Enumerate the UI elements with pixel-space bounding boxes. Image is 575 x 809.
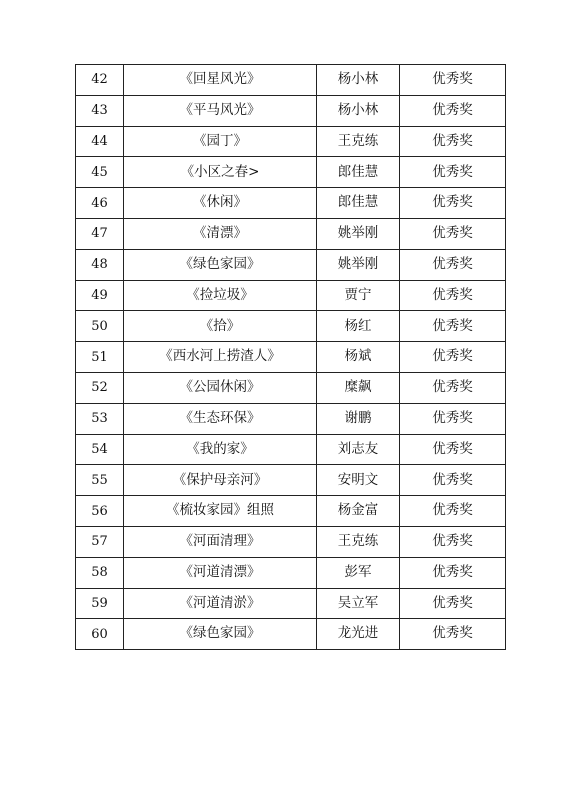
award-level: 优秀奖 [400,526,506,557]
award-level: 优秀奖 [400,619,506,650]
work-title: 《捡垃圾》 [124,280,317,311]
author-name: 杨金富 [317,496,400,527]
row-number: 55 [76,465,124,496]
author-name: 杨小林 [317,65,400,96]
table-row [76,619,506,650]
award-level: 优秀奖 [400,249,506,280]
author-name: 郎佳慧 [317,157,400,188]
work-title: 《绿色家园》 [124,249,317,280]
table-row [76,403,506,434]
table-row [76,342,506,373]
work-title: 《清漂》 [124,218,317,249]
table-row [76,218,506,249]
table-row [76,557,506,588]
work-title: 《西水河上捞渣人》 [124,342,317,373]
award-level: 优秀奖 [400,496,506,527]
work-title: 《河道清漂》 [124,557,317,588]
table-row [76,95,506,126]
author-name: 龙光进 [317,619,400,650]
table-row [76,188,506,219]
award-level: 优秀奖 [400,65,506,96]
work-title: 《回星风光》 [124,65,317,96]
row-number: 51 [76,342,124,373]
row-number: 42 [76,65,124,96]
work-title: 《生态环保》 [124,403,317,434]
row-number: 50 [76,311,124,342]
award-level: 优秀奖 [400,557,506,588]
work-title: 《休闲》 [124,188,317,219]
row-number: 58 [76,557,124,588]
author-name: 杨斌 [317,342,400,373]
row-number: 53 [76,403,124,434]
table-row [76,311,506,342]
row-number: 45 [76,157,124,188]
work-title: 《平马风光》 [124,95,317,126]
award-level: 优秀奖 [400,465,506,496]
award-list-body [76,65,506,650]
work-title: 《园丁》 [124,126,317,157]
table-row [76,249,506,280]
award-level: 优秀奖 [400,311,506,342]
award-level: 优秀奖 [400,126,506,157]
author-name: 彭军 [317,557,400,588]
award-level: 优秀奖 [400,342,506,373]
work-title: 《绿色家园》 [124,619,317,650]
award-level: 优秀奖 [400,188,506,219]
award-level: 优秀奖 [400,95,506,126]
row-number: 44 [76,126,124,157]
work-title: 《梳妆家园》组照 [124,496,317,527]
award-level: 优秀奖 [400,372,506,403]
row-number: 48 [76,249,124,280]
award-list-table [75,64,506,650]
row-number: 60 [76,619,124,650]
row-number: 47 [76,218,124,249]
table-row [76,65,506,96]
work-title: 《小区之春> [124,157,317,188]
table-row [76,434,506,465]
award-level: 优秀奖 [400,588,506,619]
author-name: 杨红 [317,311,400,342]
work-title: 《河道清淤》 [124,588,317,619]
row-number: 56 [76,496,124,527]
work-title: 《河面清理》 [124,526,317,557]
table-row [76,280,506,311]
row-number: 46 [76,188,124,219]
author-name: 刘志友 [317,434,400,465]
row-number: 57 [76,526,124,557]
row-number: 43 [76,95,124,126]
award-level: 优秀奖 [400,403,506,434]
award-level: 优秀奖 [400,434,506,465]
work-title: 《我的家》 [124,434,317,465]
table-row [76,496,506,527]
row-number: 49 [76,280,124,311]
table-row [76,465,506,496]
table-row [76,588,506,619]
work-title: 《公园休闲》 [124,372,317,403]
author-name: 郎佳慧 [317,188,400,219]
author-name: 王克练 [317,526,400,557]
table-row [76,126,506,157]
award-level: 优秀奖 [400,280,506,311]
row-number: 59 [76,588,124,619]
author-name: 姚举刚 [317,218,400,249]
author-name: 贾宁 [317,280,400,311]
author-name: 糜飙 [317,372,400,403]
work-title: 《拾》 [124,311,317,342]
row-number: 54 [76,434,124,465]
author-name: 姚举刚 [317,249,400,280]
table-row [76,157,506,188]
table-row [76,372,506,403]
author-name: 王克练 [317,126,400,157]
table-row [76,526,506,557]
award-level: 优秀奖 [400,157,506,188]
award-level: 优秀奖 [400,218,506,249]
author-name: 谢鹏 [317,403,400,434]
row-number: 52 [76,372,124,403]
author-name: 杨小林 [317,95,400,126]
author-name: 吴立军 [317,588,400,619]
work-title: 《保护母亲河》 [124,465,317,496]
author-name: 安明文 [317,465,400,496]
